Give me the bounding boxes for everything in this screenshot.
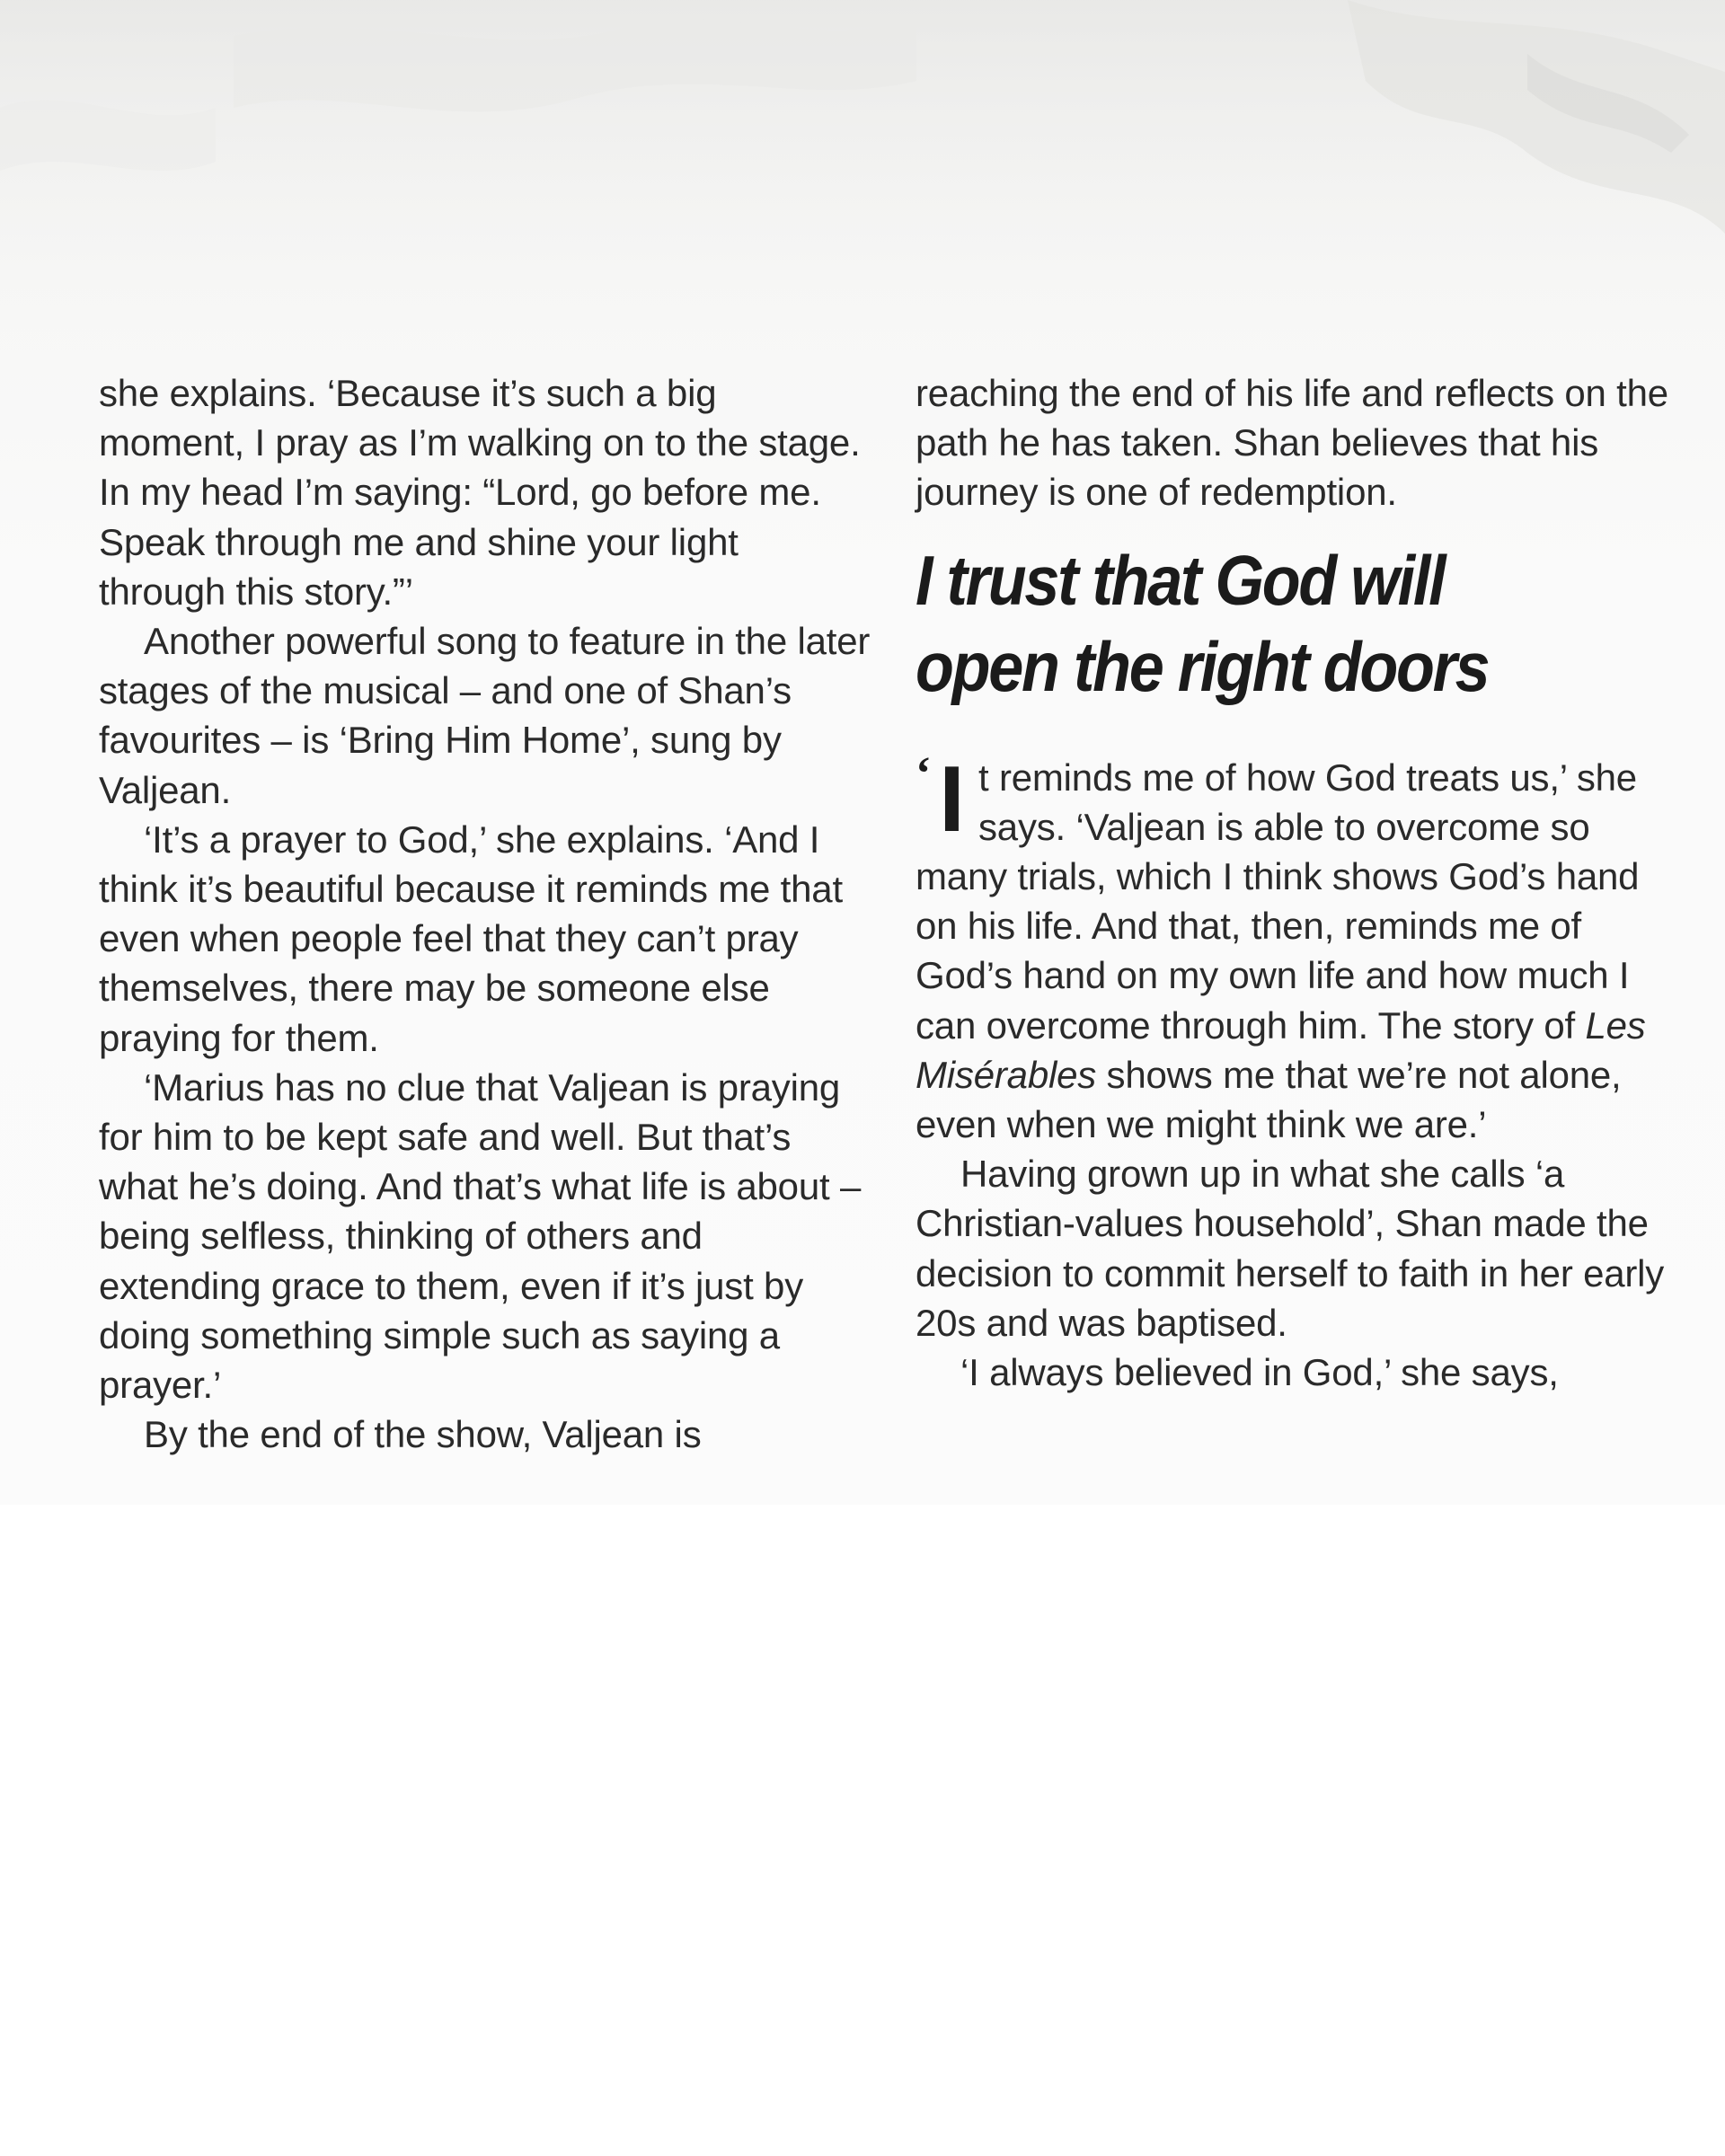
open-quote-mark: ‘: [916, 747, 932, 800]
left-column: [99, 368, 871, 1459]
pull-quote-heading: [916, 517, 1603, 753]
paragraph: reaching the end of his life and reflects on the path he has taken. Shan believes that his journey is one of redemption.: [916, 372, 1668, 514]
paragraph: By the end of the show, Valjean is: [144, 1413, 702, 1456]
quote-paragraph: [916, 747, 1679, 1150]
pull-quote-line-1: I trust that God will: [916, 540, 1445, 620]
drop-cap-block: [916, 747, 971, 852]
quote-text-start: t reminds me of how God treats us,’ she says. ‘Valjean is able to overcome so many trials, which I think shows God’s hand on his life. And that, then, reminds me of God’s hand on my own life and how much I can overcome through him. The story of: [916, 755, 1640, 1047]
drop-cap: I: [939, 747, 965, 852]
book-title: Les Misérables: [916, 1003, 1646, 1096]
paragraph: she explains. ‘Because it’s such a big moment, I pray as I’m walking on to the stage. In my head I’m saying: “Lord, go before me. Speak through me and shine your light through this story.”’: [99, 372, 861, 613]
paragraph: ‘It’s a prayer to God,’ she explains. ‘And I think it’s beautiful because it reminds me that even when people feel that they can’t pray themselves, there may be someone else praying for them.: [99, 817, 843, 1059]
quote-text-end: shows me that we’re not alone, even when we might think we are.’: [916, 1053, 1622, 1146]
right-column: [916, 368, 1679, 1397]
paragraph: Having grown up in what she calls ‘a Christian-values household’, Shan made the decision to commit herself to faith in her early 20s and was baptised.: [916, 1153, 1665, 1344]
paragraph: ‘Marius has no clue that Valjean is praying for him to be kept safe and well. But that’s what he’s doing. And that’s what life is about – being selfless, thinking of others and extending grace to them, even if it’s just by doing something simple such as saying a prayer.’: [99, 1065, 862, 1407]
paragraph: ‘I always believed in God,’ she says,: [960, 1351, 1559, 1394]
brush-texture-background: [0, 0, 1725, 377]
paragraph: Another powerful song to feature in the later stages of the musical – and one of Shan’s favourites – is ‘Bring Him Home’, sung by Valjean.: [99, 620, 871, 811]
pull-quote-line-2: open the right doors: [916, 626, 1489, 706]
